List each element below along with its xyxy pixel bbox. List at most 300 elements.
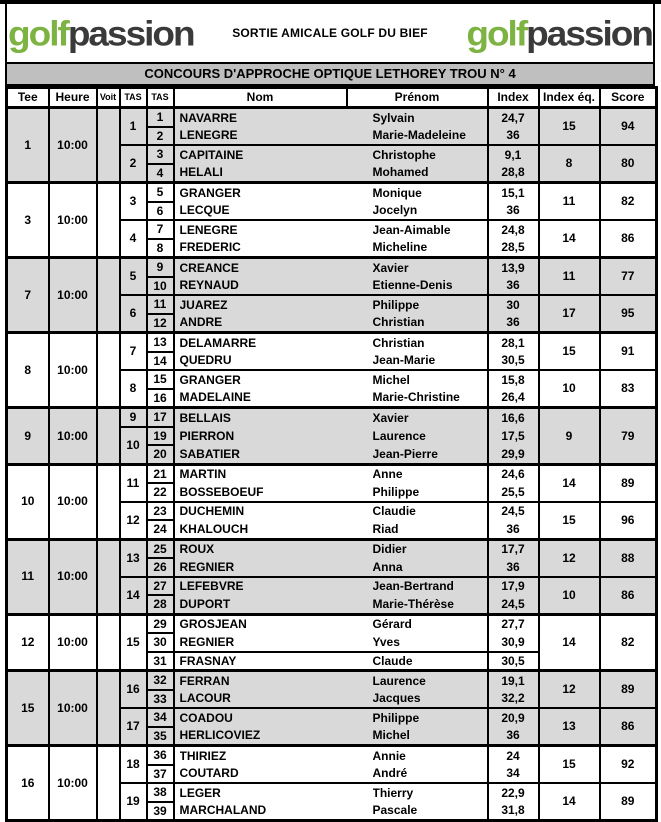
- player-name-wrap: [175, 297, 487, 314]
- group-number-cell: 4: [120, 220, 147, 258]
- player-name-cell: [174, 295, 488, 314]
- team-index-cell: 15: [539, 502, 600, 540]
- player-name-cell: [174, 258, 488, 277]
- team-index-cell: 11: [539, 258, 600, 296]
- player-last-name: LENEGRE: [179, 128, 238, 142]
- group-column-header: TAS: [120, 88, 147, 108]
- team-score-cell: 94: [600, 108, 657, 146]
- player-last-name: QUEDRU: [179, 353, 232, 367]
- player-index-cell: 36: [488, 314, 539, 333]
- team-index-cell: 15: [539, 746, 600, 784]
- group-number-cell: 5: [120, 258, 147, 296]
- player-first-name: Jocelyn: [372, 203, 418, 217]
- team-score-cell: 88: [600, 539, 657, 577]
- player-index-cell: 17,7: [488, 539, 539, 558]
- player-name-cell: [174, 389, 488, 408]
- player-first-name: Anna: [372, 559, 403, 574]
- player-name-wrap: [175, 541, 487, 558]
- player-index-cell: 19,1: [488, 671, 539, 690]
- player-row: [7, 333, 657, 352]
- team-index-cell: 12: [539, 671, 600, 709]
- player-row: [7, 258, 657, 277]
- competition-title-bar: CONCOURS D'APPROCHE OPTIQUE LETHOREY TROU N° 4: [5, 62, 655, 86]
- group-number-cell: 7: [120, 333, 147, 371]
- group-number-cell: 18: [120, 746, 147, 784]
- player-index-cell: 15,1: [488, 183, 539, 202]
- cart-cell: [97, 671, 120, 746]
- player-last-name: REGNIER: [179, 634, 235, 649]
- player-number-cell: 9: [147, 258, 174, 277]
- group-number-cell: 13: [120, 539, 147, 577]
- player-last-name: ROUX: [179, 542, 215, 556]
- player-name-wrap: [175, 127, 487, 144]
- player-first-name: Didier: [372, 542, 407, 556]
- player-name-wrap: [175, 785, 487, 802]
- group-number-cell: 12: [120, 502, 147, 540]
- player-index-cell: 36: [488, 127, 539, 146]
- tee-number-cell: 10: [7, 464, 49, 539]
- player-number-cell: 16: [147, 389, 174, 408]
- golf-passion-logo-right: [466, 13, 652, 53]
- player-number-cell: 3: [147, 145, 174, 164]
- player-last-name: NAVARRE: [179, 110, 238, 125]
- tee-time-cell: 10:00: [49, 258, 97, 333]
- cart-cell: [97, 464, 120, 539]
- player-first-name: Philippe: [372, 297, 420, 312]
- player-row: [7, 614, 657, 633]
- player-name-wrap: [175, 521, 487, 538]
- player-name-wrap: [175, 389, 487, 406]
- player-index-cell: 30: [488, 295, 539, 314]
- player-name-cell: [174, 483, 488, 502]
- player-last-name: FERRAN: [179, 673, 230, 688]
- player-name-cell: [174, 239, 488, 258]
- player-first-name: Marie-Madeleine: [372, 128, 466, 142]
- player-index-cell: 28,8: [488, 164, 539, 183]
- player-name-wrap: [175, 110, 487, 127]
- player-last-name: LEGER: [179, 785, 221, 800]
- tee-number-cell: 9: [7, 408, 49, 465]
- player-name-wrap: [175, 673, 487, 690]
- tee-number-cell: 12: [7, 614, 49, 671]
- player-number-column-header: TAS: [147, 88, 174, 108]
- player-number-cell: 23: [147, 502, 174, 521]
- player-name-wrap: [175, 484, 487, 501]
- player-name-cell: [174, 746, 488, 765]
- tee-time-cell: 10:00: [49, 464, 97, 539]
- player-number-cell: 26: [147, 558, 174, 577]
- player-number-cell: 1: [147, 108, 174, 127]
- team-index-cell: 15: [539, 333, 600, 371]
- team-index-cell: 10: [539, 370, 600, 408]
- event-title: SORTIE AMICALE GOLF DU BIEF: [232, 26, 428, 40]
- team-score-cell: 89: [600, 464, 657, 502]
- player-index-cell: 22,9: [488, 783, 539, 802]
- player-row: [7, 108, 657, 127]
- player-name-wrap: [175, 727, 487, 744]
- player-name-cell: [174, 783, 488, 802]
- header-band: [5, 4, 655, 62]
- group-number-cell: 3: [120, 183, 147, 221]
- team-score-cell: 96: [600, 502, 657, 540]
- player-index-cell: 36: [488, 558, 539, 577]
- player-index-cell: 24: [488, 746, 539, 765]
- player-first-name: Xavier: [372, 410, 409, 425]
- player-last-name: SABATIER: [179, 446, 240, 461]
- group-number-cell: 16: [120, 671, 147, 709]
- player-first-name: Philippe: [372, 484, 420, 499]
- player-name-cell: [174, 445, 488, 464]
- group-number-cell: 19: [120, 783, 147, 821]
- player-name-wrap: [175, 147, 487, 164]
- player-last-name: LEFEBVRE: [179, 579, 244, 593]
- player-last-name: CAPITAINE: [179, 147, 244, 162]
- group-number-cell: 9: [120, 408, 147, 427]
- player-name-cell: [174, 502, 488, 521]
- player-index-cell: 32,2: [488, 690, 539, 709]
- cart-cell: [97, 614, 120, 671]
- player-index-cell: 28,5: [488, 239, 539, 258]
- player-number-cell: 10: [147, 277, 174, 296]
- team-score-cell: 91: [600, 333, 657, 371]
- player-name-cell: [174, 145, 488, 164]
- player-name-wrap: [175, 466, 487, 483]
- team-score-cell: 82: [600, 614, 657, 671]
- player-number-cell: 32: [147, 671, 174, 690]
- player-number-cell: 33: [147, 690, 174, 709]
- tee-time-cell: 10:00: [49, 183, 97, 258]
- team-score-cell: 82: [600, 183, 657, 221]
- player-name-wrap: [175, 578, 487, 595]
- player-number-cell: 34: [147, 708, 174, 727]
- player-index-cell: 26,4: [488, 389, 539, 408]
- logo-passion-text: passion: [67, 13, 194, 53]
- player-last-name: DUPORT: [179, 596, 231, 611]
- results-table: [5, 86, 658, 822]
- first-name-column-header: Prénom: [347, 88, 488, 108]
- player-name-wrap: [175, 335, 487, 352]
- score-sheet: [5, 4, 655, 822]
- player-first-name: Laurence: [372, 428, 426, 443]
- cart-cell: [97, 258, 120, 333]
- player-name-cell: [174, 727, 488, 746]
- player-last-name: HERLICOVIEZ: [179, 728, 261, 742]
- player-number-cell: 24: [147, 520, 174, 539]
- player-name-cell: [174, 577, 488, 596]
- player-name-cell: [174, 108, 488, 127]
- player-last-name: COADOU: [179, 710, 233, 725]
- player-first-name: Michel: [372, 372, 410, 387]
- group-number-cell: 14: [120, 577, 147, 615]
- player-number-cell: 39: [147, 802, 174, 821]
- player-first-name: Michel: [372, 728, 410, 742]
- player-last-name: FREDERIC: [179, 240, 241, 254]
- player-name-cell: [174, 408, 488, 427]
- player-first-name: Laurence: [372, 673, 426, 688]
- golf-passion-logo-left: [8, 13, 194, 53]
- tee-number-cell: 16: [7, 746, 49, 821]
- tee-time-cell: 10:00: [49, 333, 97, 408]
- player-last-name: LACOUR: [179, 691, 231, 705]
- player-first-name: Pascale: [372, 803, 418, 817]
- last-name-column-header: Nom: [174, 88, 347, 108]
- player-first-name: Claude: [372, 653, 413, 668]
- player-number-cell: 35: [147, 727, 174, 746]
- group-number-cell: 6: [120, 295, 147, 333]
- team-score-cell: 86: [600, 577, 657, 615]
- group-number-cell: 10: [120, 427, 147, 465]
- player-index-cell: 30,5: [488, 652, 539, 671]
- player-first-name: Xavier: [372, 260, 409, 275]
- player-last-name: BOSSEBOEUF: [179, 484, 264, 499]
- player-first-name: Sylvain: [372, 110, 415, 125]
- tee-time-cell: 10:00: [49, 539, 97, 614]
- player-name-wrap: [175, 185, 487, 202]
- tee-time-cell: 10:00: [49, 614, 97, 671]
- player-number-cell: 19: [147, 427, 174, 446]
- team-index-cell: 12: [539, 539, 600, 577]
- player-index-cell: 25,5: [488, 483, 539, 502]
- player-name-cell: [174, 314, 488, 333]
- player-name-cell: [174, 614, 488, 633]
- player-name-cell: [174, 464, 488, 483]
- player-number-cell: 22: [147, 483, 174, 502]
- group-number-cell: 11: [120, 464, 147, 502]
- player-index-cell: 24,8: [488, 220, 539, 239]
- player-number-cell: 29: [147, 614, 174, 633]
- player-name-wrap: [175, 690, 487, 707]
- player-number-cell: 8: [147, 239, 174, 258]
- team-score-cell: 83: [600, 370, 657, 408]
- player-first-name: Mohamed: [372, 165, 429, 179]
- player-last-name: ANDRE: [179, 315, 223, 329]
- player-first-name: Anne: [372, 467, 403, 481]
- player-name-wrap: [175, 260, 487, 277]
- team-index-cell: 10: [539, 577, 600, 615]
- cart-cell: [97, 333, 120, 408]
- player-first-name: Monique: [372, 185, 422, 200]
- player-last-name: JUAREZ: [179, 297, 228, 312]
- team-index-cell: 17: [539, 295, 600, 333]
- player-name-cell: [174, 220, 488, 239]
- player-index-cell: 24,7: [488, 108, 539, 127]
- group-number-cell: 8: [120, 370, 147, 408]
- player-first-name: Jacques: [372, 691, 421, 705]
- group-number-cell: 1: [120, 108, 147, 146]
- group-number-cell: 2: [120, 145, 147, 183]
- player-number-cell: 37: [147, 765, 174, 784]
- player-first-name: Jean-Marie: [372, 353, 436, 367]
- player-name-wrap: [175, 314, 487, 331]
- player-name-wrap: [175, 503, 487, 520]
- player-number-cell: 12: [147, 314, 174, 333]
- player-last-name: LENEGRE: [179, 222, 238, 237]
- tee-number-cell: 7: [7, 258, 49, 333]
- player-number-cell: 15: [147, 370, 174, 389]
- player-index-cell: 24,5: [488, 595, 539, 614]
- player-number-cell: 4: [147, 164, 174, 183]
- player-first-name: Claudie: [372, 504, 416, 518]
- player-name-wrap: [175, 634, 487, 651]
- results-table-header: [7, 88, 657, 108]
- player-index-cell: 15,8: [488, 370, 539, 389]
- player-name-wrap: [175, 222, 487, 239]
- player-name-cell: [174, 633, 488, 652]
- team-index-cell: 8: [539, 145, 600, 183]
- player-first-name: Riad: [372, 521, 399, 536]
- logo-passion-text: passion: [526, 13, 652, 53]
- tee-time-cell: 10:00: [49, 746, 97, 821]
- team-index-cell: 13: [539, 708, 600, 746]
- player-index-cell: 30,9: [488, 633, 539, 652]
- player-name-cell: [174, 427, 488, 446]
- player-last-name: BELLAIS: [179, 410, 231, 425]
- player-last-name: MARTIN: [179, 467, 227, 481]
- player-last-name: COUTARD: [179, 766, 239, 780]
- player-name-cell: [174, 671, 488, 690]
- player-index-cell: 20,9: [488, 708, 539, 727]
- player-first-name: Micheline: [372, 240, 428, 254]
- player-name-cell: [174, 352, 488, 371]
- player-first-name: Etienne-Denis: [372, 278, 453, 292]
- player-last-name: CREANCE: [179, 260, 239, 275]
- player-name-wrap: [175, 765, 487, 782]
- player-name-wrap: [175, 428, 487, 445]
- team-index-cell: 11: [539, 183, 600, 221]
- player-first-name: Thierry: [372, 785, 414, 800]
- team-score-cell: 80: [600, 145, 657, 183]
- player-number-cell: 2: [147, 127, 174, 146]
- time-column-header: Heure: [49, 88, 97, 108]
- player-name-wrap: [175, 616, 487, 633]
- player-last-name: DELAMARRE: [179, 335, 257, 350]
- results-table-body: [7, 108, 657, 821]
- player-name-cell: [174, 370, 488, 389]
- player-name-cell: [174, 520, 488, 539]
- player-name-wrap: [175, 372, 487, 389]
- player-number-cell: 38: [147, 783, 174, 802]
- player-first-name: Christian: [372, 335, 425, 350]
- player-name-wrap: [175, 277, 487, 294]
- player-number-cell: 30: [147, 633, 174, 652]
- player-name-wrap: [175, 352, 487, 369]
- player-first-name: Christian: [372, 315, 425, 329]
- player-first-name: Jean-Bertrand: [372, 579, 454, 593]
- player-index-cell: 13,9: [488, 258, 539, 277]
- player-name-cell: [174, 558, 488, 577]
- player-first-name: Marie-Christine: [372, 390, 460, 404]
- player-name-wrap: [175, 653, 487, 670]
- player-first-name: Annie: [372, 748, 406, 763]
- team-index-cell: 9: [539, 408, 600, 465]
- player-last-name: REGNIER: [179, 559, 235, 574]
- tee-time-cell: 10:00: [49, 408, 97, 465]
- cart-column-header: Voit: [97, 88, 120, 108]
- player-name-cell: [174, 277, 488, 296]
- player-name-wrap: [175, 410, 487, 427]
- team-score-cell: 89: [600, 671, 657, 709]
- player-name-wrap: [175, 446, 487, 463]
- player-last-name: MARCHALAND: [179, 803, 267, 817]
- player-name-cell: [174, 652, 488, 671]
- team-score-cell: 89: [600, 783, 657, 821]
- logo-golf-text: golf: [466, 13, 527, 53]
- player-name-wrap: [175, 239, 487, 256]
- player-last-name: GROSJEAN: [179, 617, 247, 631]
- tee-number-cell: 1: [7, 108, 49, 183]
- index-column-header: Index: [488, 88, 539, 108]
- cart-cell: [97, 183, 120, 258]
- player-index-cell: 30,5: [488, 352, 539, 371]
- player-first-name: Marie-Thérèse: [372, 596, 454, 611]
- player-last-name: KHALOUCH: [179, 521, 249, 536]
- player-first-name: Jean-Aimable: [372, 222, 451, 237]
- team-index-cell: 14: [539, 614, 600, 671]
- player-name-cell: [174, 595, 488, 614]
- player-index-cell: 29,9: [488, 445, 539, 464]
- team-index-cell: 14: [539, 783, 600, 821]
- player-first-name: Philippe: [372, 710, 420, 725]
- tee-number-cell: 11: [7, 539, 49, 614]
- player-number-cell: 31: [147, 652, 174, 671]
- player-name-cell: [174, 802, 488, 821]
- cart-cell: [97, 408, 120, 465]
- player-index-cell: 34: [488, 765, 539, 784]
- player-name-cell: [174, 708, 488, 727]
- player-number-cell: 36: [147, 746, 174, 765]
- team-index-cell: 14: [539, 220, 600, 258]
- player-last-name: FRASNAY: [179, 653, 237, 668]
- player-name-cell: [174, 765, 488, 784]
- player-index-cell: 28,1: [488, 333, 539, 352]
- player-index-cell: 36: [488, 277, 539, 296]
- player-last-name: GRANGER: [179, 185, 241, 200]
- player-number-cell: 21: [147, 464, 174, 483]
- player-number-cell: 27: [147, 577, 174, 596]
- player-number-cell: 13: [147, 333, 174, 352]
- group-number-cell: 15: [120, 614, 147, 671]
- player-index-cell: 17,9: [488, 577, 539, 596]
- player-name-wrap: [175, 202, 487, 219]
- player-first-name: Gérard: [372, 617, 412, 631]
- team-score-cell: 86: [600, 220, 657, 258]
- player-row: [7, 464, 657, 483]
- player-first-name: André: [372, 766, 408, 780]
- player-last-name: REYNAUD: [179, 278, 239, 292]
- team-score-cell: 86: [600, 708, 657, 746]
- team-score-cell: 79: [600, 408, 657, 465]
- team-index-cell: 14: [539, 464, 600, 502]
- player-number-cell: 7: [147, 220, 174, 239]
- player-number-cell: 14: [147, 352, 174, 371]
- logo-golf-text: golf: [8, 13, 68, 53]
- player-number-cell: 5: [147, 183, 174, 202]
- cart-cell: [97, 108, 120, 183]
- player-last-name: PIERRON: [179, 428, 235, 443]
- player-name-cell: [174, 539, 488, 558]
- player-row: [7, 408, 657, 427]
- player-number-cell: 20: [147, 445, 174, 464]
- player-index-cell: 24,6: [488, 464, 539, 483]
- player-first-name: Jean-Pierre: [372, 446, 438, 461]
- cart-cell: [97, 746, 120, 821]
- player-index-cell: 27,7: [488, 614, 539, 633]
- player-last-name: LECQUE: [179, 203, 230, 217]
- tee-number-cell: 8: [7, 333, 49, 408]
- team-score-cell: 77: [600, 258, 657, 296]
- player-name-cell: [174, 127, 488, 146]
- player-name-wrap: [175, 164, 487, 181]
